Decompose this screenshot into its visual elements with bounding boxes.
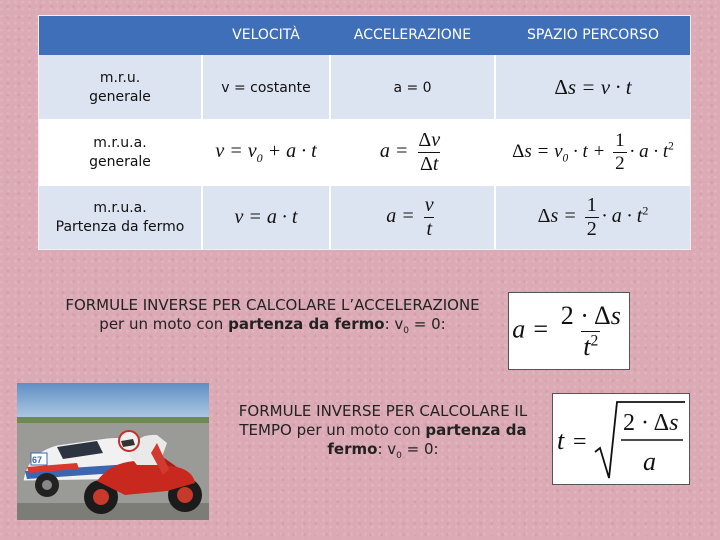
mrua-velocity: $v = v_0 + a \cdot t$ <box>202 120 330 185</box>
acceleration-inverse-note: FORMULE INVERSE PER CALCOLARE L’ACCELERAZIONE per un moto con partenza da fermo: $v_0 = 0$: <box>65 296 480 336</box>
time-formula <box>553 394 689 484</box>
start-space: Δs = $\frac{1}{2}$ · $a \cdot t^2$ <box>495 185 691 250</box>
table-border <box>38 15 691 250</box>
motorbike-and-car-image <box>17 383 209 520</box>
time-inverse-note: FORMULE INVERSE PER CALCOLARE IL TEMPO per un moto con partenza da fermo: $v_0 = 0$: <box>238 402 528 461</box>
mru-velocity: v = costante <box>202 55 330 120</box>
time-formula-box <box>552 393 690 485</box>
start-acceleration: a = $\frac{v}{t}$ <box>330 185 495 250</box>
svg-text:2 · Δs: 2 · Δs <box>623 410 679 436</box>
svg-text:67: 67 <box>32 455 43 465</box>
svg-text:=: = <box>573 429 587 455</box>
svg-text:t: t <box>557 426 565 455</box>
acceleration-formula-box: a = $\frac{2 \cdot \Delta s}{t^2}$ <box>508 292 630 370</box>
row-label-mrua-start: m.r.u.a. Partenza da fermo <box>38 185 202 250</box>
header-velocity: VELOCITÀ <box>202 15 330 55</box>
mrua-acceleration: a = $\frac{\Delta v}{\Delta t}$ <box>330 120 495 185</box>
header-space: SPAZIO PERCORSO <box>495 15 691 55</box>
mru-acceleration: a = 0 <box>330 55 495 120</box>
start-velocity: v = a · t <box>202 185 330 250</box>
svg-text:a: a <box>643 447 656 476</box>
row-label-mru: m.r.u. generale <box>38 55 202 120</box>
header-acceleration: ACCELERAZIONE <box>330 15 495 55</box>
row-label-mrua: m.r.u.a. generale <box>38 120 202 185</box>
mrua-space: $\Delta s = v_0 \cdot t$ + $\frac{1}{2}$ · $a \cdot t^2$ <box>495 120 691 185</box>
mru-space: Δs = v · t <box>495 55 691 120</box>
racing-photo <box>17 383 209 520</box>
